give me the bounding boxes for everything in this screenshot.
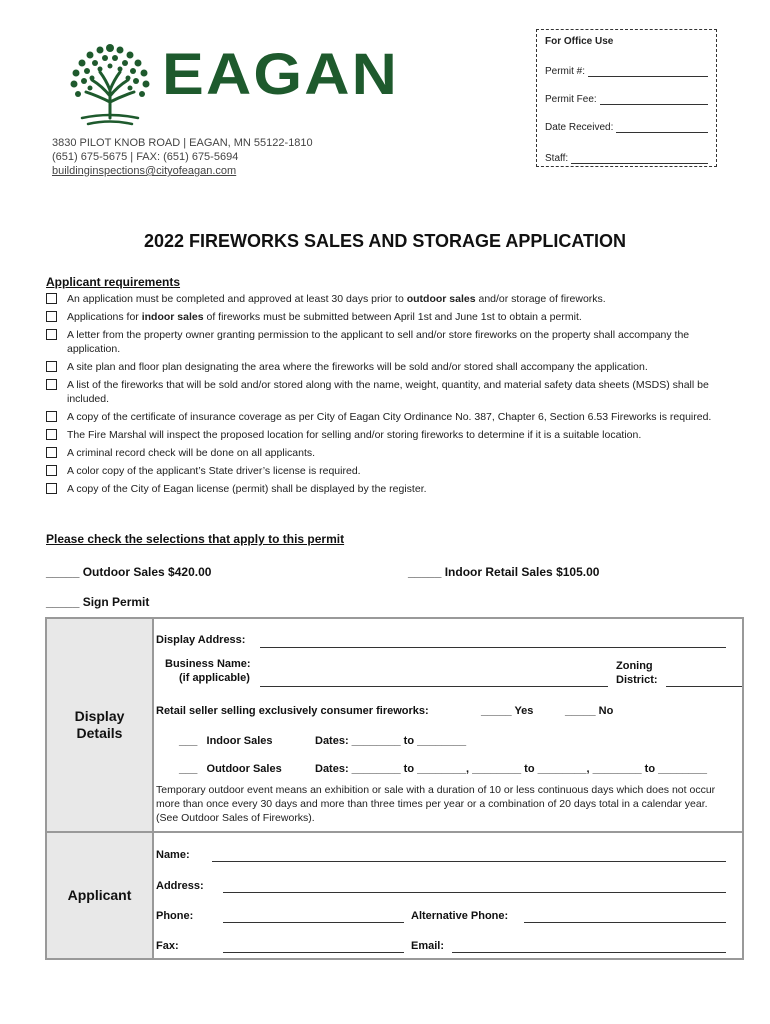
requirement-checkbox[interactable]: [46, 447, 57, 458]
requirement-text-part: The Fire Marshal will inspect the proposed location for selling and/or storing fireworks to determine if it is a suitable location.: [67, 429, 642, 441]
retail-seller-label: Retail seller selling exclusively consumer fireworks:: [156, 705, 429, 717]
outdoor-dates[interactable]: Dates: ________ to ________, ________ to ________, ________ to ________: [315, 763, 708, 775]
applicant-fax-label: Fax:: [156, 940, 179, 952]
requirement-checkbox[interactable]: [46, 429, 57, 440]
requirement-text-part: Applications for: [67, 311, 142, 323]
requirement-checkbox[interactable]: [46, 411, 57, 422]
requirement-text-part: A copy of the certificate of insurance coverage as per City of Eagan City Ordinance No. 387, Chapter 6, Section 6.53 Fireworks is required.: [67, 411, 712, 423]
requirement-text-part: A copy of the City of Eagan license (permit) shall be displayed by the register.: [67, 483, 427, 495]
indoor-sales-option[interactable]: ___ Indoor Sales: [179, 735, 273, 747]
requirement-checkbox[interactable]: [46, 483, 57, 494]
staff-row: [545, 133, 708, 164]
requirement-text-part: and/or storage of fireworks.: [475, 293, 606, 305]
requirement-text-part: A criminal record check will be done on all applicants.: [67, 447, 316, 459]
date-received-row: [545, 105, 708, 133]
requirement-text: [67, 292, 726, 306]
indoor-dates[interactable]: Dates: ________ to ________: [315, 735, 467, 747]
requirement-checkbox[interactable]: [46, 361, 57, 372]
requirement-item: [46, 464, 726, 478]
selections-heading: Please check the selections that apply to this permit: [46, 532, 345, 546]
requirements-list: [46, 292, 726, 500]
zoning-district-label: District:: [616, 674, 658, 686]
applicant-name-field[interactable]: [212, 861, 726, 862]
requirement-item: [46, 482, 726, 496]
date-received-field[interactable]: [616, 124, 708, 133]
requirement-item: [46, 328, 726, 356]
requirement-text: [67, 360, 726, 374]
requirement-text-part: A site plan and floor plan designating the area where the fireworks will be sold and/or stored shall accompany the application.: [67, 361, 648, 373]
applicant-name-label: Name:: [156, 849, 190, 861]
applicant-phone-label: Phone:: [156, 910, 194, 922]
display-label-line2: Details: [76, 725, 123, 741]
zoning-district-field[interactable]: [666, 686, 742, 687]
eagan-tree-logo: [62, 38, 158, 130]
requirement-text: [67, 446, 726, 460]
page-title: 2022 FIREWORKS SALES AND STORAGE APPLICATION: [143, 231, 627, 251]
permit-fee-field[interactable]: [600, 96, 708, 105]
office-use-title: For Office Use: [545, 36, 614, 47]
phone-fax-text: (651) 675-5675 | FAX: (651) 675-5694: [52, 151, 239, 163]
alternative-phone-field[interactable]: [524, 922, 726, 923]
requirement-text-part: A letter from the property owner granting permission to the applicant to sell and/or store fireworks on the property shall accompany the application.: [67, 329, 690, 355]
requirement-text-bold: outdoor sales: [406, 293, 476, 305]
requirement-checkbox[interactable]: [46, 329, 57, 340]
permit-number-row: [545, 61, 708, 77]
business-name-sublabel: (if applicable): [179, 672, 250, 684]
details-table: [45, 617, 744, 960]
zoning-label: Zoning: [616, 660, 653, 672]
email-link[interactable]: buildinginspections@cityofeagan.com: [52, 165, 237, 177]
requirement-text: [67, 428, 726, 442]
office-use-box: [536, 29, 717, 167]
requirement-item: [46, 310, 726, 324]
date-received-label: Date Received:: [545, 122, 614, 133]
permit-number-label: Permit #:: [545, 66, 586, 77]
alternative-phone-label: Alternative Phone:: [411, 910, 509, 922]
requirement-text: [67, 464, 726, 478]
display-details-label: [47, 619, 152, 831]
requirement-item: [46, 428, 726, 442]
applicant-address-field[interactable]: [223, 892, 726, 893]
requirement-text: [67, 310, 726, 324]
requirement-item: [46, 410, 726, 424]
requirement-checkbox[interactable]: [46, 379, 57, 390]
outdoor-sales-option[interactable]: ___ Outdoor Sales: [179, 763, 282, 775]
display-label-line1: Display: [74, 708, 125, 724]
temporary-event-note: Temporary outdoor event means an exhibition or sale with a duration of 10 or less continuous days which does not occur more than once every 30 days and more than three times per year or a combination of 20 days total in a calendar year. (See Outdoor Sales of Fireworks).: [156, 784, 716, 824]
business-name-label: Business Name:: [165, 658, 251, 670]
applicant-email-field[interactable]: [452, 952, 726, 953]
column-divider: [152, 619, 154, 958]
requirement-text-part: A color copy of the applicant’s State driver’s license is required.: [67, 465, 361, 477]
applicant-email-label: Email:: [411, 940, 445, 952]
requirements-heading: Applicant requirements: [46, 275, 181, 289]
contact-info: [52, 136, 313, 178]
requirement-text: [67, 482, 726, 496]
applicant-fax-field[interactable]: [223, 952, 404, 953]
sign-permit-option[interactable]: _____ Sign Permit: [46, 595, 150, 609]
requirement-text: [67, 328, 726, 356]
business-name-field[interactable]: [260, 686, 608, 687]
retail-yes-option[interactable]: _____ Yes: [481, 705, 534, 717]
requirement-checkbox[interactable]: [46, 465, 57, 476]
display-address-field[interactable]: [260, 647, 726, 648]
permit-number-field[interactable]: [588, 68, 708, 77]
staff-label: Staff:: [545, 153, 569, 164]
eagan-wordmark: EAGAN: [162, 42, 400, 107]
retail-no-option[interactable]: _____ No: [565, 705, 614, 717]
requirement-item: [46, 360, 726, 374]
applicant-address-label: Address:: [156, 880, 204, 892]
staff-field[interactable]: [571, 155, 708, 164]
requirement-text-part: An application must be completed and approved at least 30 days prior to: [67, 293, 407, 305]
requirement-text-bold: indoor sales: [141, 311, 204, 323]
outdoor-sales-option[interactable]: _____ Outdoor Sales $420.00: [46, 565, 212, 579]
requirement-text-part: A list of the fireworks that will be sold and/or stored along with the name, weight, quantity, and material safety data sheets (MSDS) shall be included.: [67, 379, 709, 405]
applicant-section-label: Applicant: [47, 833, 152, 958]
permit-fee-row: [545, 77, 708, 105]
requirement-text: [67, 378, 726, 406]
requirement-text-part: of fireworks must be submitted between April 1st and June 1st to obtain a permit.: [203, 311, 582, 323]
requirement-item: [46, 446, 726, 460]
requirement-text: [67, 410, 726, 424]
display-address-label: Display Address:: [156, 634, 246, 646]
requirement-checkbox[interactable]: [46, 311, 57, 322]
requirement-item: [46, 378, 726, 406]
requirement-item: [46, 292, 726, 306]
applicant-phone-field[interactable]: [223, 922, 404, 923]
permit-fee-label: Permit Fee:: [545, 94, 597, 105]
indoor-sales-option[interactable]: _____ Indoor Retail Sales $105.00: [408, 565, 600, 579]
requirement-checkbox[interactable]: [46, 293, 57, 304]
address-text: 3830 PILOT KNOB ROAD | EAGAN, MN 55122-1810: [52, 137, 313, 149]
